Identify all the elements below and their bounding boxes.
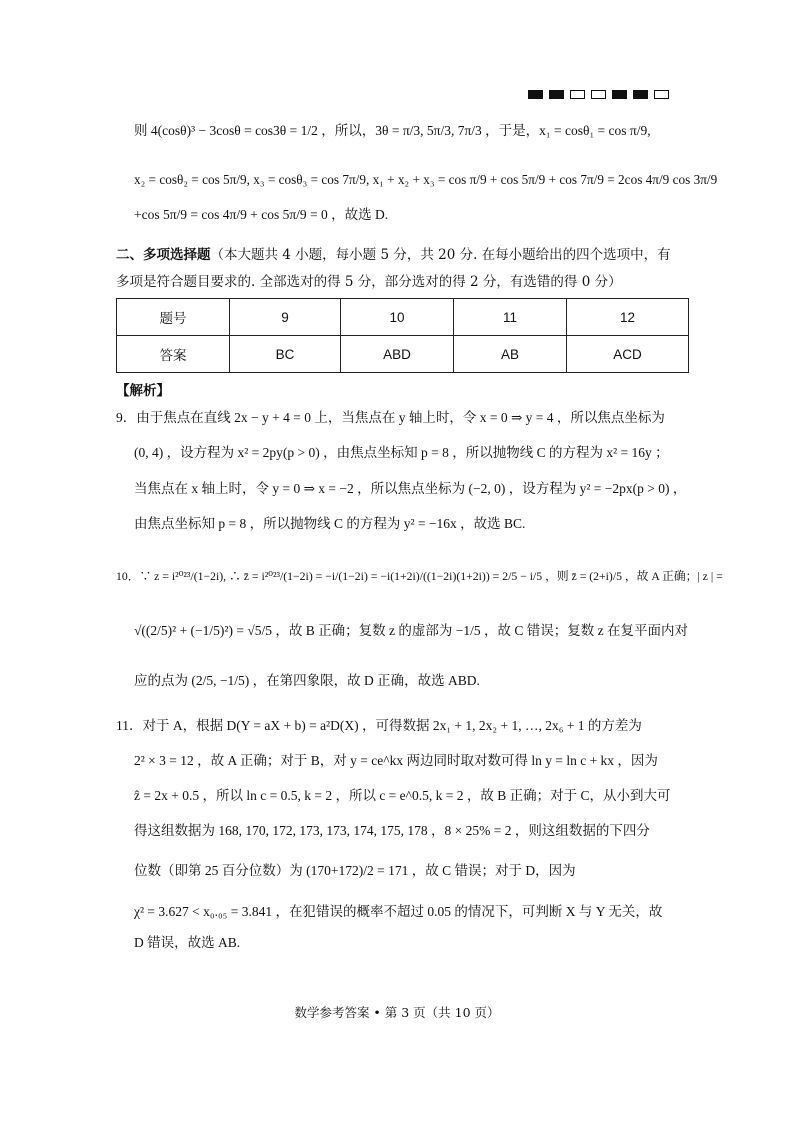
section-2-desc-2: 多项是符合题目要求的. 全部选对的得 5 分，部分选对的得 2 分，有选错的得 0 分） [116,274,622,290]
number-cell: 9 [230,299,341,336]
number-cell: 12 [567,299,689,336]
filled-square-mark [633,90,648,99]
page-footer: 数学参考答案 • 第 3 页（共 10 页） [294,1005,500,1020]
section-2-title: 二、多项选择题 [116,247,211,263]
answer-cell: ABD [341,336,454,373]
empty-square-mark [654,90,669,99]
empty-square-mark [570,90,585,99]
q9-line-2: (0, 4) ，设方程为 x² = 2py(p > 0) ，由焦点坐标知 p = 8 ，所以抛物线 C 的方程为 x² = 16y ； [134,445,669,460]
filled-square-mark [549,90,564,99]
empty-square-mark [591,90,606,99]
q9-line-4: 由焦点坐标知 p = 8 ，所以抛物线 C 的方程为 y² = −16x ，故选 BC. [134,516,526,531]
q11-line-6: χ² = 3.627 < x₀.₀₅ = 3.841 ，在犯错误的概率不超过 0.05 的情况下，可判断 X 与 Y 无关，故 [134,904,663,919]
q10-line-1: 10．∵ z = i²⁰²³/(1−2i), ∴ z̄ = i²⁰²³/(1−2i) = −i/(1−2i) = −i(1+2i)/((1−2i)(1+2i)) = 2/5 − i/5 ，则 z̄ = (2+i)/5 ，故 A 正确；| z | = [116,570,723,583]
q9-line-3: 当焦点在 x 轴上时，令 y = 0 ⇒ x = −2 ，所以焦点坐标为 (−2, 0) ，设方程为 y² = −2px(p > 0) ， [134,481,687,496]
answer-cell: BC [230,336,341,373]
answer-cell: ACD [567,336,689,373]
q11-line-4: 得这组数据为 168, 170, 172, 173, 173, 174, 175, 178 ，8 × 25% = 2 ，则这组数据的下四分 [134,823,650,838]
number-cell: 10 [341,299,454,336]
q9-line-1: 9．由于焦点在直线 2x − y + 4 = 0 上，当焦点在 y 轴上时，令 x = 0 ⇒ y = 4 ，所以焦点坐标为 [116,410,665,425]
q11-line-2: 2² × 3 = 12 ，故 A 正确；对于 B，对 y = ce^kx 两边同时取对数可得 ln y = ln c + kx ，因为 [134,753,658,768]
header-marks [528,90,669,99]
solution-8-line-1: 则 4(cosθ)³ − 3cosθ = cos3θ = 1/2 ，所以，3θ = π/3, 5π/3, 7π/3 ，于是，x₁ = cosθ₁ = cos π/9, [134,123,651,138]
analysis-heading: 【解析】 [116,383,170,399]
solution-8-line-3: +cos 5π/9 = cos 4π/9 + cos 5π/9 = 0 ，故选 D. [134,207,389,222]
answer-table [116,298,689,373]
answer-cell: AB [454,336,567,373]
q11-line-3: ẑ = 2x + 0.5 ，所以 ln c = 0.5, k = 2 ，所以 c = e^0.5, k = 2 ，故 B 正确；对于 C，从小到大可 [134,788,671,803]
q11-line-7: D 错误，故选 AB. [134,935,241,950]
table-row [117,299,689,336]
number-cell: 11 [454,299,567,336]
header-label-cell: 题号 [117,299,230,336]
filled-square-mark [612,90,627,99]
table-row [117,336,689,373]
q10-line-3: 应的点为 (2/5, −1/5) ，在第四象限，故 D 正确，故选 ABD. [134,673,480,688]
q11-line-5: 位数（即第 25 百分位数）为 (170+172)/2 = 171 ，故 C 错误；对于 D，因为 [134,863,576,878]
filled-square-mark [528,90,543,99]
section-2-desc-1: （本大题共 4 小题，每小题 5 分，共 20 分. 在每小题给出的四个选项中，有 [210,247,671,263]
q10-line-2: √((2/5)² + (−1/5)²) = √5/5 ，故 B 正确；复数 z 的虚部为 −1/5 ，故 C 错误；复数 z 在复平面内对 [134,623,688,638]
answer-label-cell: 答案 [117,336,230,373]
section-2-header [116,246,671,264]
solution-8-line-2: x₂ = cosθ₂ = cos 5π/9, x₃ = cosθ₃ = cos 7π/9, x₁ + x₂ + x₃ = cos π/9 + cos 5π/9 + cos 7π/9 = 2cos 4π/9 cos 3π/9 [134,172,718,187]
q11-line-1: 11．对于 A，根据 D(Y = aX + b) = a²D(X) ，可得数据 2x₁ + 1, 2x₂ + 1, …, 2x₆ + 1 的方差为 [116,718,642,733]
